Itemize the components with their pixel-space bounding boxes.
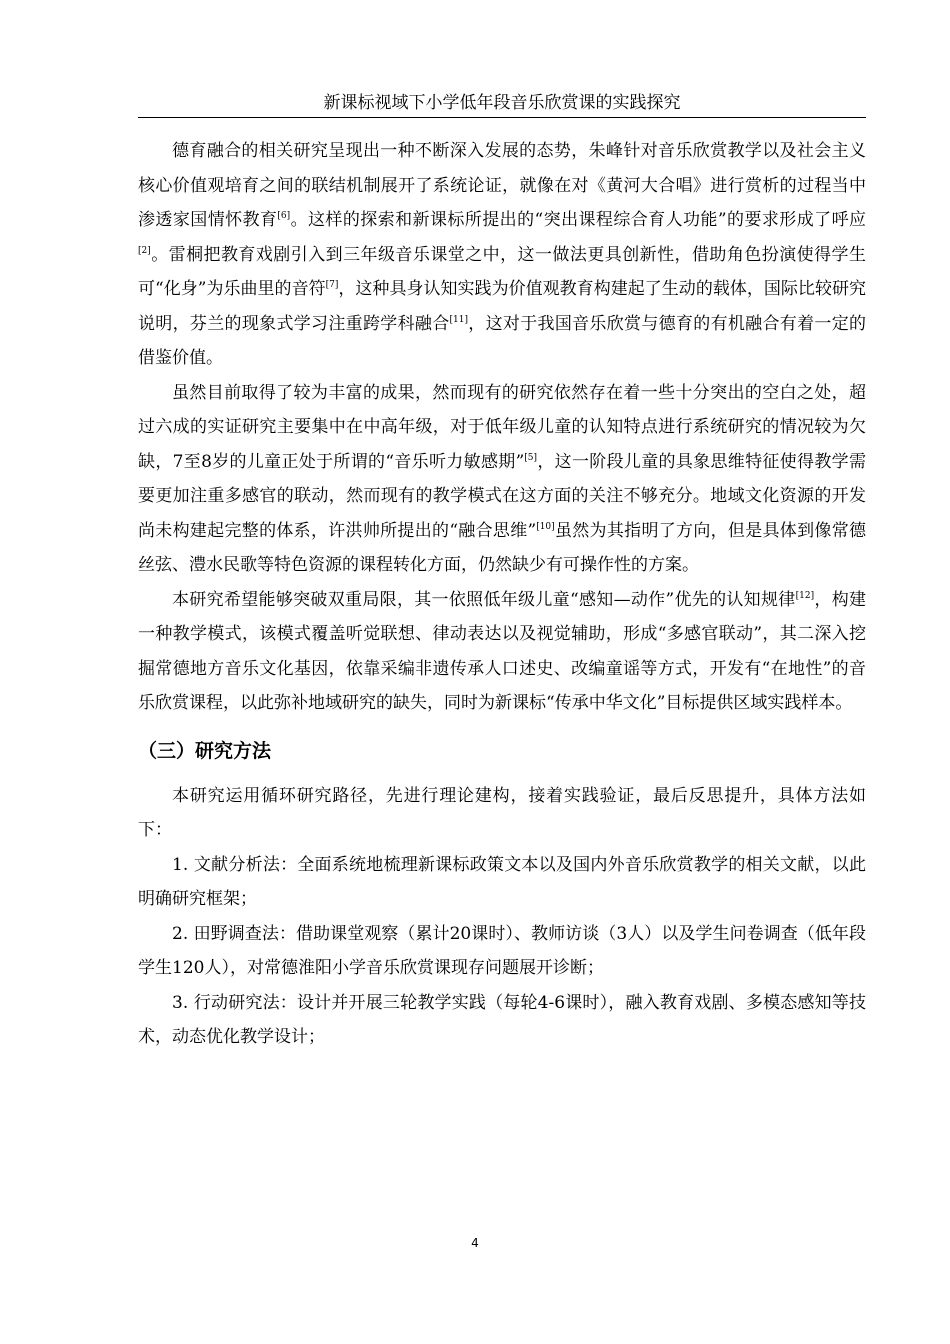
paragraph [138,917,866,986]
paragraph-text: 。这样的探索和新课标所提出的“突出课程综合育人功能”的要求形成了呼应 [290,210,866,230]
running-header-title: 新课标视域下小学低年段音乐欣赏课的实践探究 [323,93,681,113]
paragraph-text: 2. 田野调查法：借助课堂观察（累计20课时）、教师访谈（3人）以及学生问卷调查（低年段学生120人），对常德淮阳小学音乐欣赏课现存问题展开诊断； [138,923,866,978]
paragraph-text: 3. 行动研究法：设计并开展三轮教学实践（每轮4-6课时），融入教育戏剧、多模态感知等技术，动态优化教学设计； [138,992,866,1047]
citation-mark: [10] [536,521,555,532]
paragraph-text: 本研究希望能够突破双重局限，其一依照低年级儿童“感知—动作”优先的认知规律 [172,589,796,610]
citation-mark: [6] [277,211,291,221]
paragraph-text: 本研究运用循环研究路径，先进行理论建构，接着实践验证，最后反思提升，具体方法如下： [138,785,866,840]
paragraph [138,848,866,917]
citation-mark: [2] [138,245,151,256]
paragraph-text: ，这对于我国音乐欣赏与德育的有机融合有着一定的借鉴价值。 [138,313,867,368]
citation-mark: [12] [795,590,815,601]
paragraph-text: 德育融合的相关研究呈现出一种不断深入发展的态势，朱峰针对音乐欣赏教学以及社会主义核心价值观培育之间的联结机制展开了系统论证，就像在对《黄河大合唱》进行赏析的过程当中渗透家国情怀教育 [138,141,866,230]
body-text [138,134,866,1055]
paragraph-group-2 [138,779,866,1055]
paragraph-text: ，这种具身认知实践为价值观教育构建起了生动的载体，国际比较研究说明，芬兰的现象式学习注重跨学科融合 [138,279,866,334]
paragraph [138,376,866,583]
paragraph-text: ，这一阶段儿童的具象思维特征使得教学需要更加注重多感官的联动，然而现有的教学模式在这方面的关注不够充分。地域文化资源的开发尚未构建起完整的体系，许洪帅所提出的“融合思维” [138,451,867,541]
section-heading: （三）研究方法 [138,739,272,762]
paragraph [138,986,866,1055]
paragraph [138,779,866,848]
page-number: 4 [471,1236,479,1250]
citation-mark: [5] [524,452,538,463]
paragraph-text: 虽然为其指明了方向，但是具体到像常德丝弦、澧水民歌等特色资源的课程转化方面，仍然缺少有可操作性的方案。 [138,520,866,575]
citation-mark: [7] [325,280,339,290]
paragraph-text: 。雷桐把教育戏剧引入到三年级音乐课堂之中，这一做法更具创新性，借助角色扮演使得学生可“化身”为乐曲里的音符 [138,244,866,299]
paragraph-text: ，构建一种教学模式，该模式覆盖听觉联想、律动表达以及视觉辅助，形成“多感官联动”，其二深入挖掘常德地方音乐文化基因，依靠采编非遗传承人口述史、改编童谣等方式，开发有“在地性”的音乐欣赏课程，以此弥补地域研究的缺失，同时为新课标“传承中华文化”目标提供区域实践样本。 [138,589,867,713]
paragraph [138,134,866,376]
citation-mark: [11] [449,314,468,325]
paragraph-group-1 [138,134,866,721]
paragraph-text: 虽然目前取得了较为丰富的成果，然而现有的研究依然存在着一些十分突出的空白之处，超过六成的实证研究主要集中在中高年级，对于低年级儿童的认知特点进行系统研究的情况较为欠缺，7至8岁的儿童正处于所谓的“音乐听力敏感期” [138,382,866,472]
header-rule [138,117,866,118]
paragraph-text: 1. 文献分析法：全面系统地梳理新课标政策文本以及国内外音乐欣赏教学的相关文献，以此明确研究框架； [138,854,866,909]
paragraph [138,583,866,721]
